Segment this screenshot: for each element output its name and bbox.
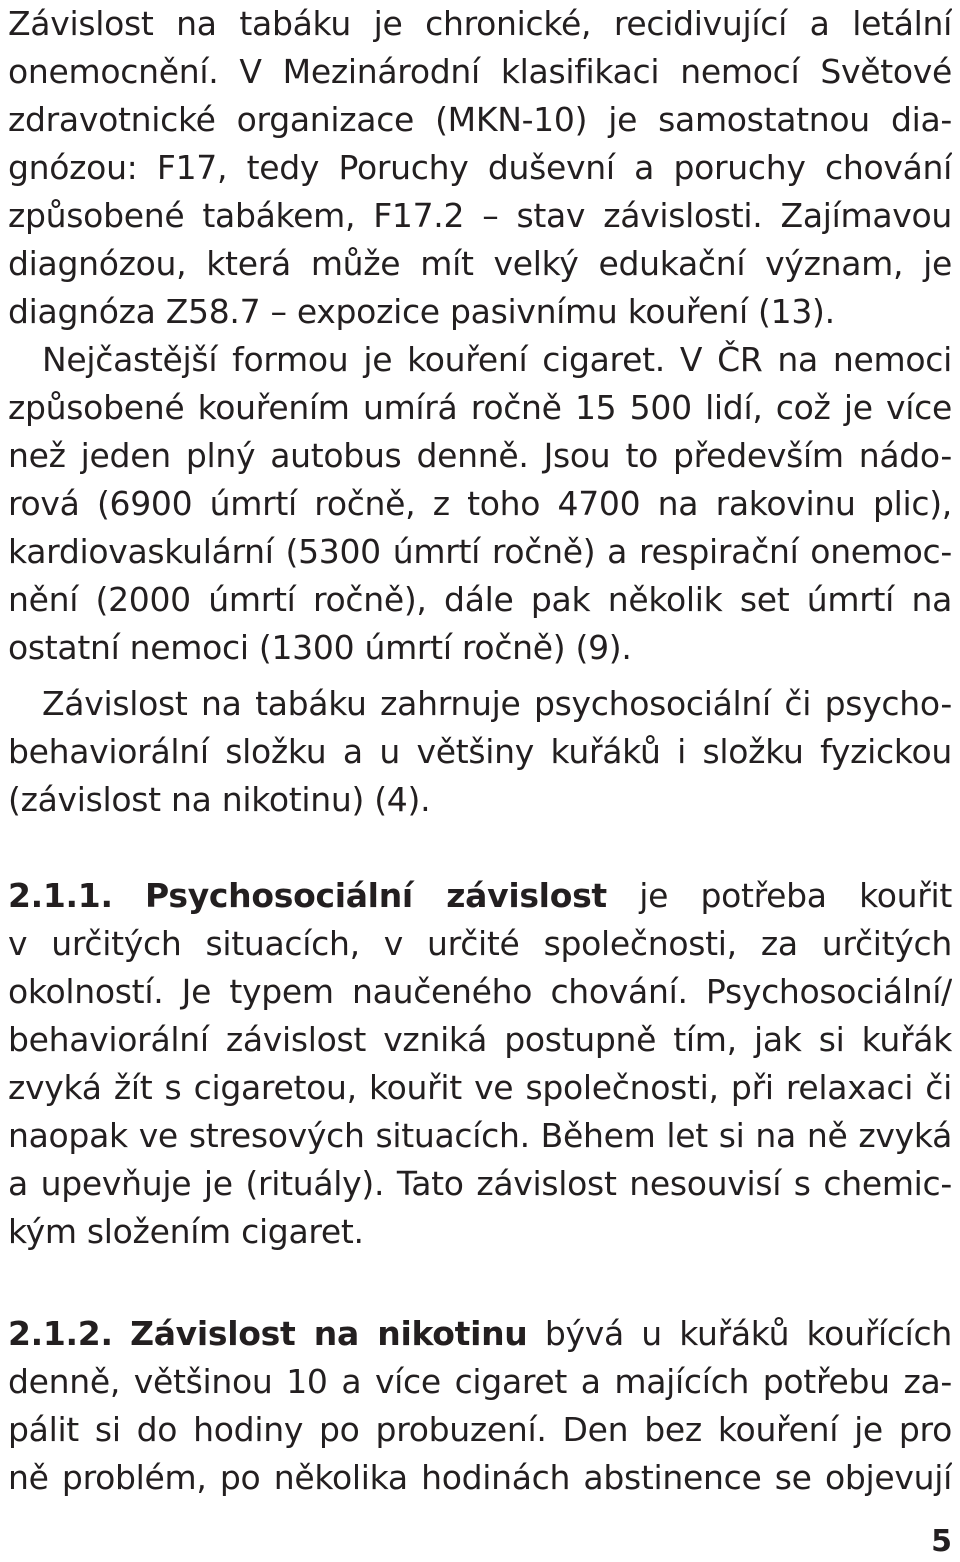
s2-line-2: denně, většinou 10 a více cigaret a majících potřebu za- [8,1362,952,1401]
p2-line-3: než jeden plný autobus denně. Jsou to především nádo- [8,436,952,475]
s1-line-6: naopak ve stresových situacích. Během let si na ně zvyká [8,1116,952,1155]
p1-line-3: zdravotnické organizace (MKN-10) je samostatnou dia- [8,100,952,139]
p1-line-7: diagnóza Z58.7 – expozice pasivnímu kouření (13). [8,292,835,331]
p1-line-5: způsobené tabákem, F17.2 – stav závislosti. Zajímavou [8,196,952,235]
p2-line-5: kardiovaskulární (5300 úmrtí ročně) a respirační onemoc- [8,532,952,571]
s1-line-7: a upevňuje je (rituály). Tato závislost nesouvisí s chemic- [8,1164,952,1203]
p3-line-1: Závislost na tabáku zahrnuje psychosociální či psycho- [42,684,952,723]
s2-line-3: pálit si do hodiny po probuzení. Den bez kouření je pro [8,1410,952,1449]
p1-line-6: diagnózou, která může mít velký edukační význam, je [8,244,952,283]
section-212-first-line-rest: bývá u kuřáků kouřících [527,1314,952,1353]
s1-line-5: zvyká žít s cigaretou, kouřit ve společnosti, při relaxaci či [8,1068,952,1107]
section-211-first-line [8,872,952,920]
s2-line-4: ně problém, po několika hodinách abstinence se objevují [8,1458,952,1497]
section-212-number: 2.1.2. [8,1314,113,1353]
s1-line-8: kým složením cigaret. [8,1212,364,1251]
p2-line-2: způsobené kouřením umírá ročně 15 500 lidí, což je více [8,388,952,427]
section-211-term: Psychosociální závislost [145,876,607,915]
p1-line-1: Závislost na tabáku je chronické, recidivující a letální [8,4,952,43]
p1-line-4: gnózou: F17, tedy Poruchy duševní a poruchy chování [8,148,952,187]
p2-line-4: rová (6900 úmrtí ročně, z toho 4700 na rakovinu plic), [8,484,952,523]
section-211-first-line-rest: je potřeba kouřit [606,876,952,915]
p2-line-6: nění (2000 úmrtí ročně), dále pak několik set úmrtí na [8,580,952,619]
section-212-first-line [8,1310,952,1358]
s1-line-3: okolností. Je typem naučeného chování. Psychosociální/ [8,972,952,1011]
p1-line-2: onemocnění. V Mezinárodní klasifikaci nemocí Světové [8,52,952,91]
s1-line-4: behaviorální závislost vzniká postupně tím, jak si kuřák [8,1020,952,1059]
page-number: 5 [931,1524,952,1559]
section-211-number: 2.1.1. [8,876,113,915]
p3-line-3: (závislost na nikotinu) (4). [8,780,431,819]
s1-line-2: v určitých situacích, v určité společnosti, za určitých [8,924,952,963]
section-212-term: Závislost na nikotinu [130,1314,528,1353]
p3-line-2: behaviorální složku a u většiny kuřáků i složku fyzickou [8,732,952,771]
p2-line-1: Nejčastější formou je kouření cigaret. V ČR na nemoci [42,340,952,379]
p2-line-7: ostatní nemoci (1300 úmrtí ročně) (9). [8,628,632,667]
